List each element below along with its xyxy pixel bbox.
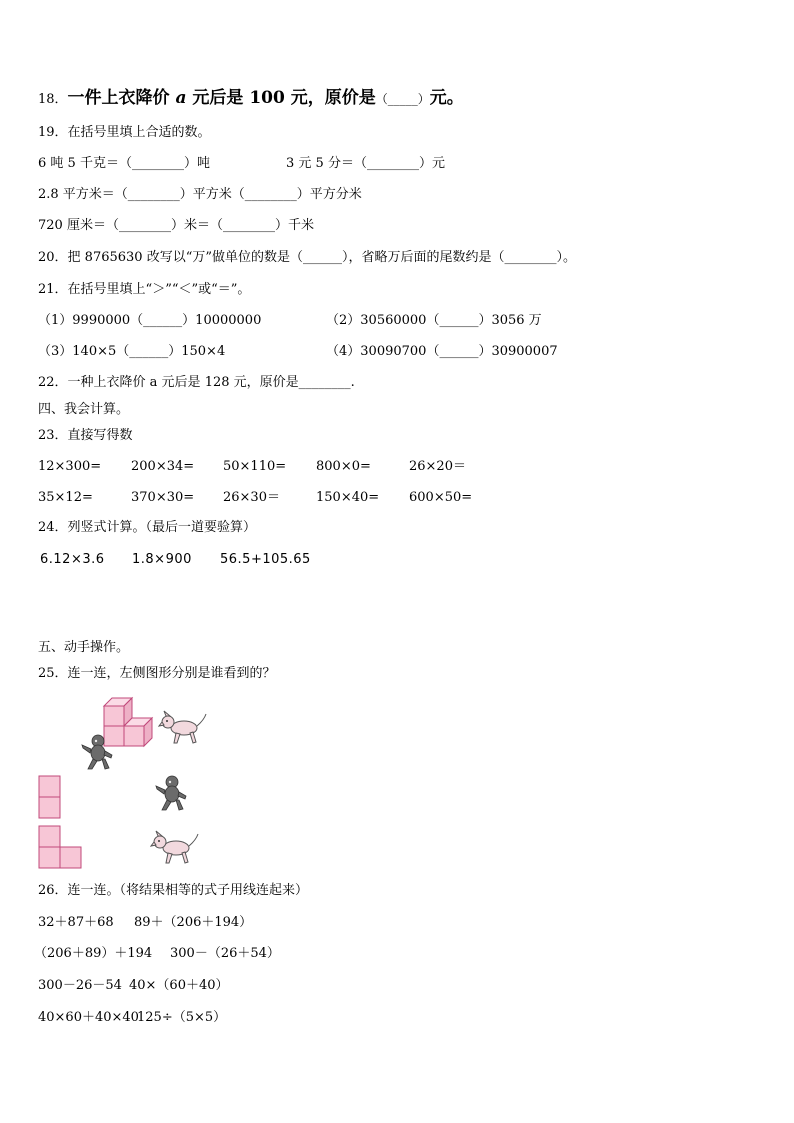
q20-line: 20．把 8765630 改写以“万”做单位的数是（______），省略万后面的尾数约是（________）。 [38, 250, 576, 265]
dog-icon [158, 710, 208, 746]
view-option-b [38, 825, 82, 869]
q18-line [38, 88, 464, 110]
q21-item-3: （3）140×5（______）150×4 [38, 344, 226, 359]
q23-r2-c4: 150×40= [316, 490, 380, 505]
q23-r2-c2: 370×30= [131, 490, 195, 505]
q23-r1-c5: 26×20＝ [409, 459, 466, 474]
q24-item-1: 6.12×3.6 [40, 552, 105, 567]
q26-r3-left: 300－26－54 [38, 978, 122, 993]
q22-line: 22．一种上衣降价 a 元后是 128 元，原价是________. [38, 375, 355, 390]
q21-item-1: （1）9990000（______）10000000 [38, 313, 262, 328]
q19-row2: 2.8 平方米＝（________）平方米（________）平方分米 [38, 187, 362, 202]
q19-row1-left: 6 吨 5 千克＝（________）吨 [38, 156, 210, 171]
q26-r4-left: 40×60＋40×40 [38, 1010, 139, 1025]
q19-row1-right: 3 元 5 分＝（________）元 [286, 156, 445, 171]
q23-r1-c1: 12×300= [38, 459, 102, 474]
q26-r3-right: 40×（60＋40） [129, 978, 229, 993]
q21-title: 21．在括号里填上“＞”“＜”或“＝”。 [38, 282, 251, 297]
q25-title: 25．连一连，左侧图形分别是谁看到的？ [38, 666, 276, 681]
q24-item-3: 56.5+105.65 [220, 552, 311, 567]
q26-r2-left: （206＋89）＋194 [34, 946, 153, 961]
q18-number: 18． [38, 92, 68, 107]
q21-item-4: （4）30090700（______）30900007 [326, 344, 558, 359]
monkey-icon [78, 733, 116, 771]
q24-item-2: 1.8×900 [132, 552, 192, 567]
section-4-heading: 四、我会计算。 [38, 402, 130, 417]
q23-r2-c5: 600×50= [409, 490, 473, 505]
q23-r1-c2: 200×34= [131, 459, 195, 474]
section-5-heading: 五、动手操作。 [38, 640, 130, 655]
q26-r1-left: 32＋87＋68 [38, 915, 114, 930]
q18-end: 元。 [429, 88, 464, 108]
q21-item-2: （2）30560000（______）3056 万 [326, 313, 542, 328]
q23-r2-c1: 35×12= [38, 490, 93, 505]
q19-row3: 720 厘米＝（________）米＝（________）千米 [38, 218, 314, 233]
view-option-a [38, 775, 62, 819]
q18-text: 一件上衣降价 [67, 88, 170, 108]
q18-blank: （_____） [375, 92, 430, 106]
q26-r2-right: 300－（26＋54） [170, 946, 280, 961]
dog-option-icon [150, 830, 200, 866]
q26-title: 26．连一连。（将结果相等的式子用线连起来） [38, 883, 309, 898]
q23-r1-c3: 50×110= [223, 459, 287, 474]
q23-r1-c4: 800×0= [316, 459, 371, 474]
q18-mid: 元后是 [192, 88, 244, 108]
q19-title: 19．在括号里填上合适的数。 [38, 125, 211, 140]
q23-r2-c3: 26×30＝ [223, 490, 280, 505]
q18-tail: 元，原价是 [290, 88, 376, 108]
q23-title: 23．直接写得数 [38, 428, 133, 443]
q24-title: 24．列竖式计算。（最后一道要验算） [38, 520, 257, 535]
q26-r4-right: 125÷（5×5） [137, 1010, 227, 1025]
q18-value: 100 [249, 88, 285, 108]
monkey-option-icon [152, 774, 190, 812]
q26-r1-right: 89＋（206＋194） [134, 915, 253, 930]
q18-var: a [175, 88, 187, 108]
